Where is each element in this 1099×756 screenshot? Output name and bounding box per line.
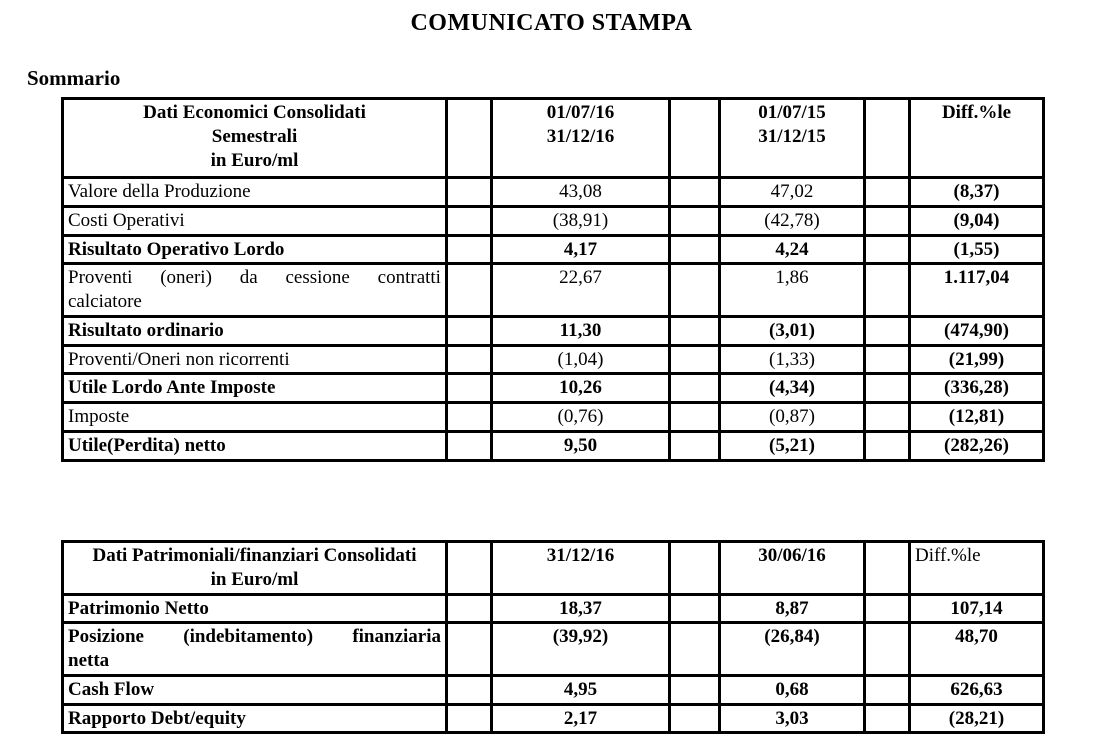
- financial-table-header-row: [63, 542, 1044, 595]
- spacer-cell: [865, 542, 910, 595]
- value-prior: 8,87: [720, 594, 865, 623]
- period-date-line: 31/12/16: [546, 125, 615, 147]
- value-current: 10,26: [492, 374, 670, 403]
- value-diff: (8,37): [910, 178, 1044, 207]
- row-label: Imposte: [63, 403, 447, 432]
- row-label-line: calciatore: [68, 291, 142, 312]
- value-prior: 4,24: [720, 235, 865, 264]
- period-date-line: 31/12/15: [758, 125, 826, 147]
- spacer-cell: [447, 316, 492, 345]
- value-diff: (9,04): [910, 206, 1044, 235]
- spacer-cell: [670, 235, 720, 264]
- spacer-cell: [447, 235, 492, 264]
- row-label: Valore della Produzione: [63, 178, 447, 207]
- table-row: [63, 431, 1044, 460]
- spacer-cell: [670, 704, 720, 733]
- row-label: Risultato Operativo Lordo: [63, 235, 447, 264]
- value-prior: (5,21): [720, 431, 865, 460]
- spacer-cell: [865, 594, 910, 623]
- table-row: [63, 594, 1044, 623]
- spacer-cell: [447, 206, 492, 235]
- table-row: [63, 316, 1044, 345]
- row-label-line: Proventi (oneri) da cessione contratti: [68, 267, 441, 289]
- spacer-cell: [670, 178, 720, 207]
- spacer-cell: [865, 431, 910, 460]
- spacer-cell: [670, 206, 720, 235]
- spacer-cell: [447, 675, 492, 704]
- spacer-cell: [865, 345, 910, 374]
- row-label-line: Posizione (indebitamento) finanziaria: [68, 626, 441, 648]
- value-prior: (26,84): [720, 623, 865, 676]
- value-current: (38,91): [492, 206, 670, 235]
- row-label: [63, 264, 447, 317]
- row-label: Cash Flow: [63, 675, 447, 704]
- economic-table-header-row: [63, 99, 1044, 178]
- spacer-cell: [447, 374, 492, 403]
- spacer-cell: [447, 542, 492, 595]
- row-label: Utile(Perdita) netto: [63, 431, 447, 460]
- value-current: 4,17: [492, 235, 670, 264]
- row-label: Rapporto Debt/equity: [63, 704, 447, 733]
- value-current: 2,17: [492, 704, 670, 733]
- spacer-cell: [865, 206, 910, 235]
- table-row: [63, 374, 1044, 403]
- spacer-cell: [447, 403, 492, 432]
- spacer-cell: [865, 178, 910, 207]
- table-row: [63, 264, 1044, 317]
- header-title-line: in Euro/ml: [210, 568, 299, 590]
- value-diff: 107,14: [910, 594, 1044, 623]
- value-diff: (474,90): [910, 316, 1044, 345]
- spacer-cell: [670, 675, 720, 704]
- column-header-period-prior: 30/06/16: [720, 542, 865, 595]
- value-current: (1,04): [492, 345, 670, 374]
- spacer-cell: [447, 264, 492, 317]
- spacer-cell: [865, 374, 910, 403]
- column-header-dataset: [63, 99, 447, 178]
- spacer-cell: [865, 316, 910, 345]
- spacer-cell: [670, 403, 720, 432]
- period-date-line: 01/07/16: [546, 102, 615, 123]
- value-prior: (1,33): [720, 345, 865, 374]
- value-diff: (282,26): [910, 431, 1044, 460]
- spacer-cell: [865, 704, 910, 733]
- header-title-line: Dati Patrimoniali/finanziari Consolidati: [92, 545, 417, 566]
- value-prior: 3,03: [720, 704, 865, 733]
- row-label: Proventi/Oneri non ricorrenti: [63, 345, 447, 374]
- value-current: 22,67: [492, 264, 670, 317]
- spacer-cell: [670, 99, 720, 178]
- table-row: [63, 345, 1044, 374]
- column-header-diff: Diff.%le: [910, 542, 1044, 595]
- value-prior: (0,87): [720, 403, 865, 432]
- spacer-cell: [447, 99, 492, 178]
- spacer-cell: [447, 345, 492, 374]
- spacer-cell: [447, 431, 492, 460]
- column-header-dataset: [63, 542, 447, 595]
- row-label: Patrimonio Netto: [63, 594, 447, 623]
- column-header-period-prior: [720, 99, 865, 178]
- row-label: Risultato ordinario: [63, 316, 447, 345]
- spacer-cell: [447, 623, 492, 676]
- table-row: [63, 206, 1044, 235]
- spacer-cell: [865, 403, 910, 432]
- table-row: [63, 704, 1044, 733]
- spacer-cell: [670, 542, 720, 595]
- spacer-cell: [447, 594, 492, 623]
- table-row: [63, 403, 1044, 432]
- header-title-line: Dati Economici Consolidati: [143, 102, 366, 123]
- value-prior: (3,01): [720, 316, 865, 345]
- spacer-cell: [670, 316, 720, 345]
- value-diff: (28,21): [910, 704, 1044, 733]
- value-current: 4,95: [492, 675, 670, 704]
- spacer-cell: [865, 235, 910, 264]
- value-prior: (42,78): [720, 206, 865, 235]
- value-diff: (12,81): [910, 403, 1044, 432]
- spacer-cell: [670, 594, 720, 623]
- spacer-cell: [865, 264, 910, 317]
- spacer-cell: [865, 623, 910, 676]
- spacer-cell: [670, 264, 720, 317]
- value-diff: 626,63: [910, 675, 1044, 704]
- value-prior: (4,34): [720, 374, 865, 403]
- spacer-cell: [670, 623, 720, 676]
- row-label: [63, 623, 447, 676]
- value-diff: 1.117,04: [910, 264, 1044, 317]
- spacer-cell: [865, 675, 910, 704]
- value-current: 9,50: [492, 431, 670, 460]
- spacer-cell: [447, 704, 492, 733]
- value-prior: 1,86: [720, 264, 865, 317]
- header-title-line: in Euro/ml: [210, 149, 299, 171]
- spacer-cell: [670, 345, 720, 374]
- section-heading: Sommario: [27, 66, 121, 90]
- column-header-diff: Diff.%le: [910, 99, 1044, 178]
- row-label: Costi Operativi: [63, 206, 447, 235]
- spacer-cell: [447, 178, 492, 207]
- column-header-period-current: [492, 99, 670, 178]
- spacer-cell: [865, 99, 910, 178]
- value-current: 18,37: [492, 594, 670, 623]
- row-label-line: netta: [68, 650, 110, 671]
- table-row: [63, 623, 1044, 676]
- header-title-line: Semestrali: [211, 125, 298, 147]
- period-date-line: 01/07/15: [758, 102, 826, 123]
- value-current: 11,30: [492, 316, 670, 345]
- value-diff: (1,55): [910, 235, 1044, 264]
- value-diff: (336,28): [910, 374, 1044, 403]
- spacer-cell: [670, 374, 720, 403]
- table-row: [63, 675, 1044, 704]
- value-current: 43,08: [492, 178, 670, 207]
- value-current: (39,92): [492, 623, 670, 676]
- row-label: Utile Lordo Ante Imposte: [63, 374, 447, 403]
- value-prior: 0,68: [720, 675, 865, 704]
- value-diff: (21,99): [910, 345, 1044, 374]
- table-row: [63, 235, 1044, 264]
- spacer-cell: [670, 431, 720, 460]
- financial-table: [61, 540, 1045, 734]
- value-current: (0,76): [492, 403, 670, 432]
- table-row: [63, 178, 1044, 207]
- column-header-period-current: 31/12/16: [492, 542, 670, 595]
- value-prior: 47,02: [720, 178, 865, 207]
- page-title: COMUNICATO STAMPA: [410, 10, 693, 36]
- value-diff: 48,70: [910, 623, 1044, 676]
- economic-table: [61, 97, 1045, 462]
